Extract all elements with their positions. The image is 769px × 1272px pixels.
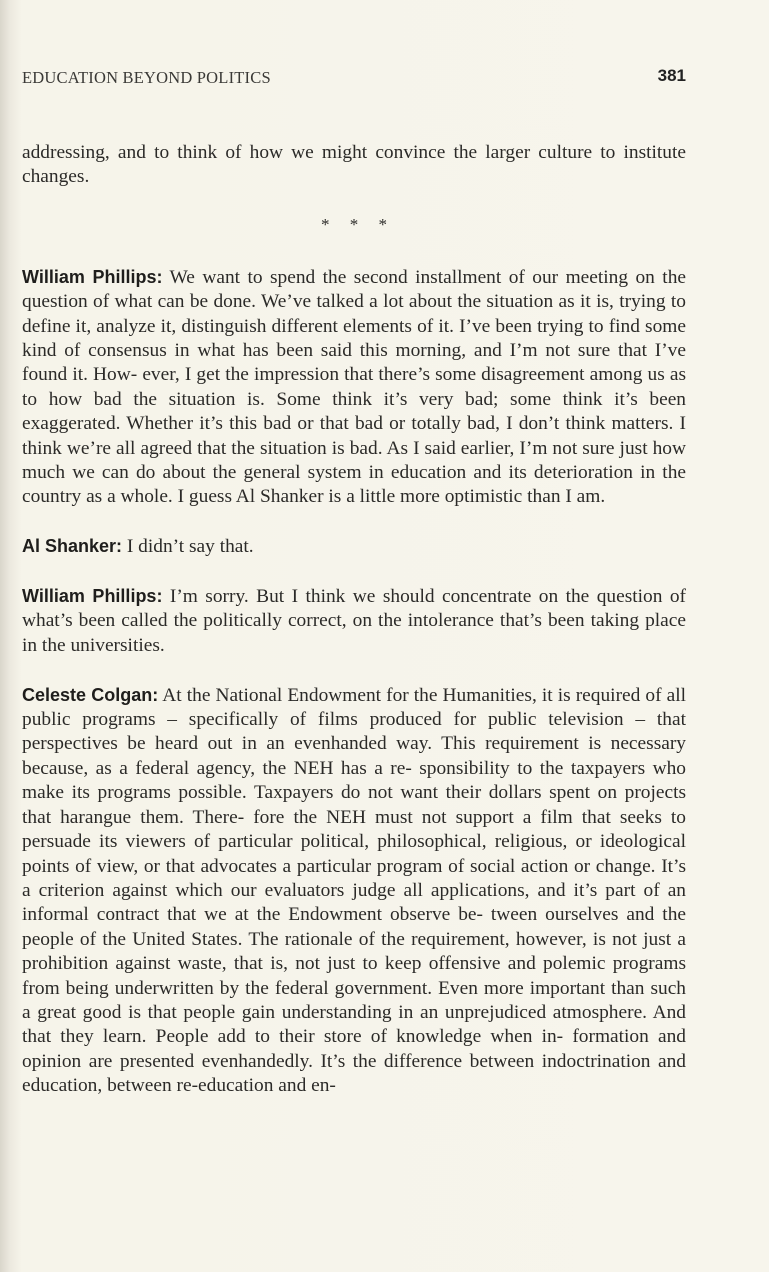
- paragraph-text: At the National Endowment for the Humanities, it is required of all public programs – specifically of films produced for public television – that perspectives be heard out in an evenhanded way. This requirement is necessary because, as a federal agency, the NEH has a re- sponsibility to the taxpayers who make its programs possible. Taxpayers do not want their dollars spent on projects that harangue them. There- fore the NEH must not support a film that seeks to persuade its viewers of particular political, philosophical, religious, or ideological points of view, or that advocates a particular program of social action or change. It’s a criterion against which our evaluators judge all applications, and it’s part of an informal contract that we at the Endowment observe be- tween ourselves and the people of the United States. The rationale of the requirement, however, is not just a prohibition against waste, that is, not just to keep offensive and polemic programs from being underwritten by the federal government. Even more important than such a great good is that people gain understanding in an unprejudiced atmosphere. And that they learn. People add to their store of knowledge when in- formation and opinion are presented evenhandedly. It’s the difference between indoctrination and education, between re-education and en-: [22, 684, 687, 1097]
- speaker-name: Celeste Colgan:: [22, 684, 159, 705]
- running-head: [22, 68, 686, 92]
- section-break: * * *: [321, 214, 395, 234]
- paragraph-shanker: [22, 534, 686, 559]
- running-title: EDUCATION BEYOND POLITICS: [22, 68, 271, 87]
- speaker-name: William Phillips:: [22, 586, 163, 607]
- paragraph-phillips-2: [22, 584, 686, 658]
- speaker-name: Al Shanker:: [22, 536, 123, 557]
- paragraph-colgan: [22, 683, 686, 1099]
- paragraph-phillips-1: [22, 265, 686, 510]
- speaker-name: William Phillips:: [22, 266, 163, 287]
- paragraph-text: I’m sorry. But I think we should concentrate on the question of what’s been called the politically correct, on the intolerance that’s been taking place in the universities.: [22, 586, 687, 656]
- paragraph-text: addressing, and to think of how we might convince the larger culture to institute changes.: [22, 142, 686, 188]
- paragraph-continuation: [22, 141, 686, 190]
- page-number: 381: [657, 66, 686, 85]
- paragraph-text: I didn’t say that.: [122, 536, 254, 558]
- body-text: [22, 141, 686, 1099]
- paragraph-text: We want to spend the second installment of our meeting on the question of what can be done. We’ve talked a lot about the situation as it is, trying to define it, analyze it, distinguish different elements of it. I’ve been trying to find some kind of consensus in what has been said this morning, and I’m not sure that I’ve found it. How- ever, I get the impression that there’s some disagreement among us as to how bad the situation is. Some think it’s very bad; some think it’s been exaggerated. Whether it’s this bad or that bad or totally bad, I don’t think matters. I think we’re all agreed that the situation is bad. As I said earlier, I’m not sure just how much we can do about the general system in education and its deterioration in the country as a whole. I guess Al Shanker is a little more optimistic than I am.: [22, 266, 686, 508]
